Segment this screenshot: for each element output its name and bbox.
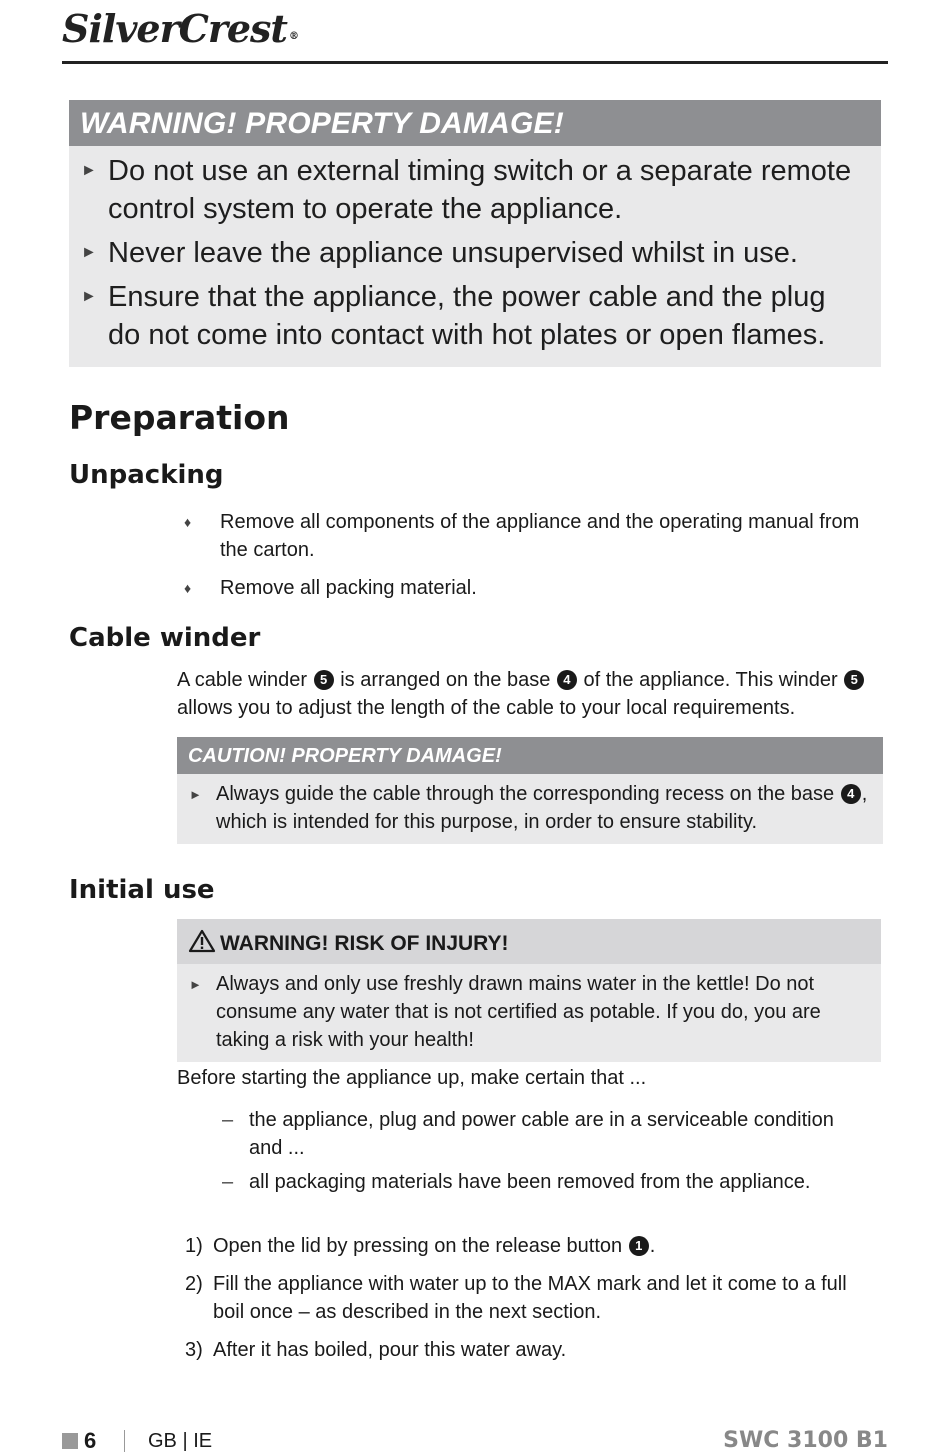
text-fragment: A cable winder [177,669,308,691]
cable-winder-description [177,666,877,722]
arrow-icon: ► [81,288,97,305]
text-fragment: of the appliance. This winder [583,669,838,691]
diamond-bullet-icon: ♦ [184,580,192,596]
caution-body [177,774,883,844]
step-item [185,1270,875,1326]
property-damage-warning-box [69,100,881,367]
warning-item-text: Do not use an external timing switch or a separate remote control system to operate the appliance. [108,155,852,225]
caution-text: , which is intended for this purpose, in order to ensure stability. [216,783,868,833]
step-item [185,1232,875,1260]
warning-item-text: Ensure that the appliance, the power cable and the plug do not come into contact with hot plates or open flames. [108,281,826,351]
injury-warning-title: WARNING! RISK OF INJURY! [220,932,509,955]
unpacking-item [184,508,864,564]
header-rule [62,61,888,64]
brand-logo [62,6,298,52]
warning-triangle-icon [188,929,216,953]
check-item-text: the appliance, plug and power cable are in a serviceable condition and ... [249,1109,834,1159]
part-number-badge: 4 [841,784,861,804]
part-number-badge: 4 [557,670,577,690]
diamond-bullet-icon: ♦ [184,514,192,530]
injury-warning-text: Always and only use freshly drawn mains water in the kettle! Do not consume any water that is not certified as potable. If you do, you are taking a risk with your health! [216,973,821,1051]
step-text [213,1232,875,1260]
check-item-text: all packaging materials have been removed from the appliance. [249,1171,811,1193]
model-number: SWC 3100 B1 [723,1428,888,1453]
subsection-title-cable-winder: Cable winder [69,623,261,653]
injury-warning-box [177,919,881,1062]
caution-title: CAUTION! PROPERTY DAMAGE! [177,737,883,774]
warning-item [81,152,861,228]
caution-box [177,737,883,844]
language-codes: GB | IE [148,1430,213,1452]
warning-title: WARNING! PROPERTY DAMAGE! [69,100,881,146]
check-item [222,1168,862,1196]
step-item [185,1336,875,1364]
footer-divider [124,1430,125,1452]
page-footer [62,1426,888,1456]
arrow-icon: ► [81,162,97,179]
caution-text: Always guide the cable through the corresponding recess on the base [216,783,835,805]
warning-item-text: Never leave the appliance unsupervised whilst in use. [108,237,798,269]
warning-item [81,278,861,354]
step-number: 3) [185,1339,203,1361]
step-text-fragment: Open the lid by pressing on the release button [213,1235,623,1257]
arrow-icon: ► [189,787,202,802]
arrow-icon: ► [81,244,97,261]
brand-name: SilverCrest [62,6,287,51]
unpacking-item-text: Remove all components of the appliance and the operating manual from the carton. [220,511,860,561]
page-number: 6 [84,1428,97,1453]
step-number: 2) [185,1273,203,1295]
registered-mark: ® [288,31,298,42]
subsection-title-unpacking: Unpacking [69,460,224,490]
part-number-badge: 5 [844,670,864,690]
text-fragment: is arranged on the base [340,669,551,691]
subsection-title-initial-use: Initial use [69,875,215,905]
step-text-fragment: . [649,1235,656,1257]
step-text: After it has boiled, pour this water away. [213,1339,567,1361]
step-number: 1) [185,1235,203,1257]
warning-list [69,146,881,354]
part-number-badge: 1 [629,1236,649,1256]
arrow-icon: ► [189,977,202,992]
part-number-badge: 5 [314,670,334,690]
footer-square-marker [62,1433,78,1449]
dash-bullet: – [222,1109,234,1131]
initial-use-intro: Before starting the appliance up, make certain that ... [177,1067,647,1089]
injury-warning-header [177,919,881,964]
dash-bullet: – [222,1171,234,1193]
text-fragment: allows you to adjust the length of the cable to your local requirements. [177,697,796,719]
unpacking-item [184,574,864,602]
unpacking-item-text: Remove all packing material. [220,577,477,599]
step-text: Fill the appliance with water up to the MAX mark and let it come to a full boil once – as described in the next section. [213,1273,847,1323]
check-item [222,1106,862,1162]
injury-warning-body [177,964,881,1062]
warning-item [81,234,861,272]
section-title-preparation: Preparation [69,398,290,437]
